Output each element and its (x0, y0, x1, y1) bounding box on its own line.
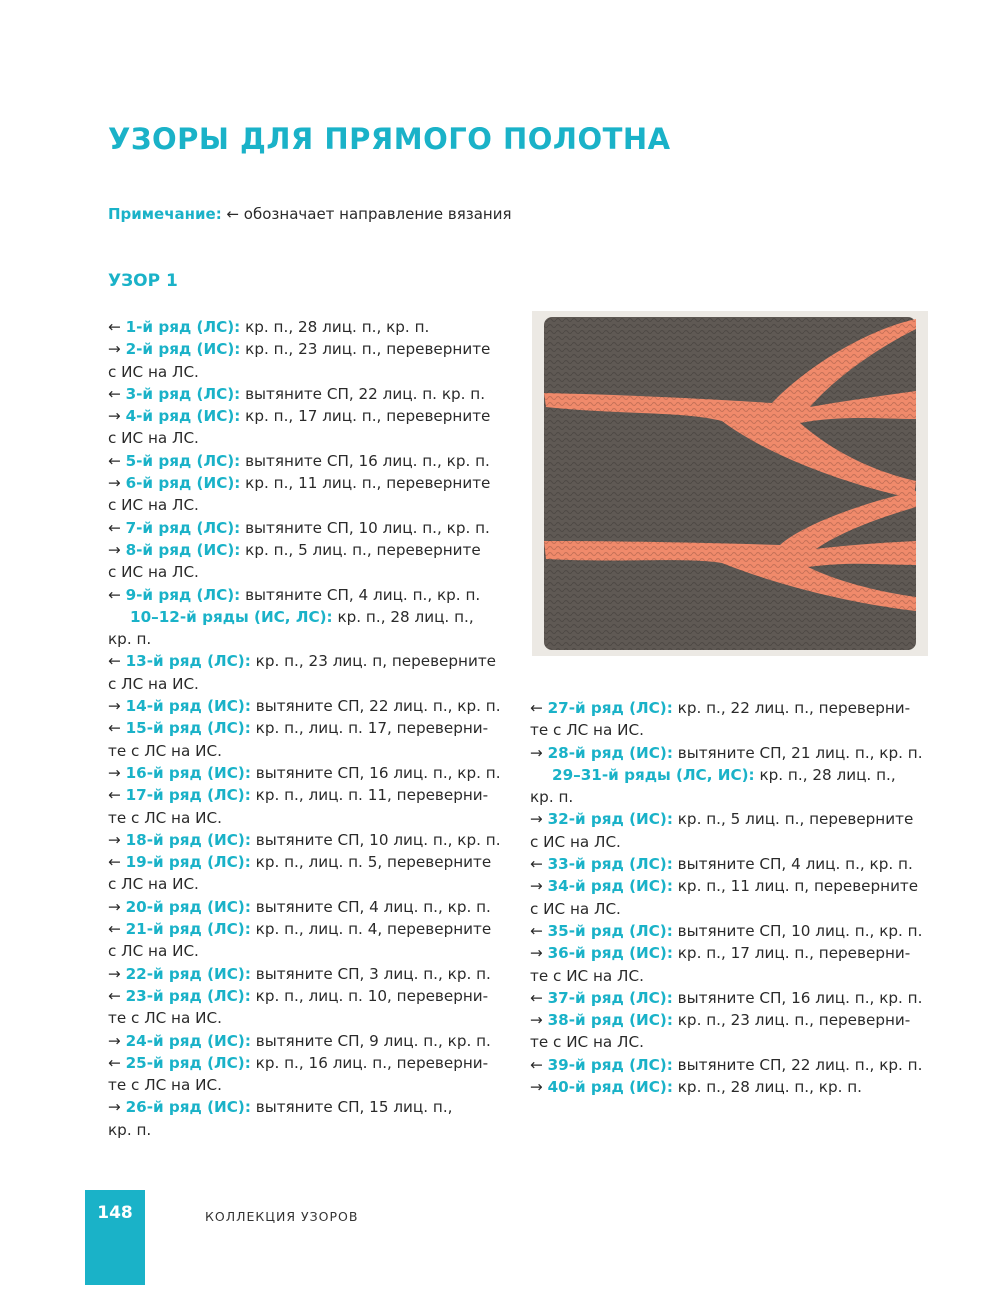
row-text: те с ИС на ЛС. (530, 1033, 644, 1052)
row-text: те с ЛС на ИС. (108, 1009, 222, 1028)
instruction-line (108, 807, 513, 829)
direction-arrow: ← (108, 853, 126, 872)
row-label: 13-й ряд (ЛС): (125, 652, 251, 671)
row-text: кр. п., 17 лиц. п., переверните (240, 407, 491, 426)
row-label: 26-й ряд (ИС): (125, 1098, 251, 1117)
row-text: те с ЛС на ИС. (108, 808, 222, 827)
instruction-line (108, 628, 513, 650)
instruction-line (108, 918, 513, 940)
row-text: с ИС на ЛС. (108, 429, 199, 448)
row-label: 22-й ряд (ИС): (125, 964, 251, 983)
instruction-line (108, 383, 513, 405)
row-label: 36-й ряд (ИС): (547, 944, 673, 963)
row-text: кр. п., 23 лиц. п., переверни- (672, 1011, 911, 1030)
row-text: кр. п. (530, 788, 574, 807)
row-label: 23-й ряд (ЛС): (125, 986, 251, 1005)
direction-arrow: → (108, 540, 126, 559)
row-label: 37-й ряд (ЛС): (547, 988, 673, 1007)
direction-arrow: → (108, 1031, 126, 1050)
instruction-line (108, 940, 513, 962)
row-label: 6-й ряд (ИС): (125, 474, 241, 493)
instruction-line (108, 539, 513, 561)
direction-arrow: ← (108, 384, 126, 403)
instructions-column-right (530, 697, 935, 1098)
instruction-line (108, 361, 513, 383)
row-text: кр. п., 16 лиц. п., переверни- (250, 1053, 489, 1072)
instruction-line (108, 695, 513, 717)
instructions-column-left (108, 316, 513, 1141)
row-text: вытяните СП, 15 лиц. п., (250, 1098, 453, 1117)
note-text: ← обозначает направление вязания (221, 205, 512, 223)
note (108, 205, 512, 223)
row-label: 16-й ряд (ИС): (125, 763, 251, 782)
row-text: кр. п., 23 лиц. п., переверните (240, 340, 491, 359)
row-label: 29–31-й ряды (ЛС, ИС): (552, 765, 755, 784)
row-text: вытяните СП, 16 лиц. п., кр. п. (250, 763, 501, 782)
page-number: 148 (97, 1203, 133, 1223)
row-text: кр. п., 28 лиц. п., кр. п. (672, 1078, 862, 1097)
instruction-line (108, 427, 513, 449)
knitted-swatch-photo (532, 311, 928, 656)
row-label: 33-й ряд (ЛС): (547, 855, 673, 874)
instruction-line (108, 762, 513, 784)
instruction-line (530, 808, 935, 830)
row-text: кр. п., 5 лиц. п., переверните (672, 810, 914, 829)
direction-arrow: → (108, 340, 126, 359)
row-label: 38-й ряд (ИС): (547, 1011, 673, 1030)
instruction-line (530, 987, 935, 1009)
instruction-line (108, 829, 513, 851)
direction-arrow: → (108, 964, 126, 983)
direction-arrow: → (530, 944, 548, 963)
direction-arrow: → (530, 1011, 548, 1030)
row-text: вытяните СП, 4 лиц. п., кр. п. (240, 585, 481, 604)
row-text: вытяните СП, 22 лиц. п., кр. п. (672, 1055, 923, 1074)
row-label: 24-й ряд (ИС): (125, 1031, 251, 1050)
row-label: 4-й ряд (ИС): (125, 407, 241, 426)
direction-arrow: → (108, 474, 126, 493)
row-text: вытяните СП, 16 лиц. п., кр. п. (240, 451, 490, 470)
direction-arrow: → (108, 763, 126, 782)
direction-arrow: ← (108, 786, 126, 805)
pattern-title: УЗОР 1 (108, 271, 178, 291)
row-text: вытяните СП, 4 лиц. п., кр. п. (250, 897, 491, 916)
row-text: кр. п., лиц. п. 17, переверни- (250, 719, 489, 738)
direction-arrow: ← (108, 585, 126, 604)
note-label: Примечание: (108, 205, 222, 223)
direction-arrow: ← (108, 986, 126, 1005)
row-label: 28-й ряд (ИС): (547, 743, 673, 762)
instruction-line (530, 898, 935, 920)
row-text: вытяните СП, 10 лиц. п., кр. п. (250, 830, 501, 849)
row-text: кр. п., 22 лиц. п., переверни- (672, 699, 911, 717)
instruction-line (108, 985, 513, 1007)
row-label: 10–12-й ряды (ИС, ЛС): (130, 607, 333, 626)
instruction-line (108, 1096, 513, 1118)
instruction-line (108, 1052, 513, 1074)
row-text: кр. п., 28 лиц. п., (332, 607, 474, 626)
instruction-line (530, 719, 935, 741)
row-text: кр. п. (108, 1120, 152, 1139)
row-text: с ИС на ЛС. (108, 362, 199, 381)
instruction-line (108, 517, 513, 539)
row-text: вытяните СП, 22 лиц. п. кр. п. (240, 384, 486, 403)
row-text: вытяните СП, 10 лиц. п., кр. п. (240, 518, 490, 537)
instruction-line (530, 742, 935, 764)
instruction-line (108, 450, 513, 472)
instruction-line (108, 1074, 513, 1096)
instruction-line (108, 316, 513, 338)
row-text: те с ЛС на ИС. (530, 721, 644, 740)
instruction-line (108, 494, 513, 516)
row-label: 21-й ряд (ЛС): (125, 920, 251, 939)
row-label: 3-й ряд (ЛС): (125, 384, 241, 403)
row-label: 5-й ряд (ЛС): (125, 451, 241, 470)
row-label: 19-й ряд (ЛС): (125, 853, 251, 872)
swatch-illustration (532, 311, 928, 656)
direction-arrow: → (530, 877, 548, 896)
row-text: кр. п., 11 лиц. п, переверните (672, 877, 919, 896)
row-text: с ЛС на ИС. (108, 674, 199, 693)
row-label: 39-й ряд (ЛС): (547, 1055, 673, 1074)
direction-arrow: ← (530, 1055, 548, 1074)
row-text: кр. п., 11 лиц. п., переверните (240, 474, 491, 493)
instruction-line (530, 1054, 935, 1076)
row-label: 32-й ряд (ИС): (547, 810, 673, 829)
row-label: 34-й ряд (ИС): (547, 877, 673, 896)
row-text: кр. п., 5 лиц. п., переверните (240, 540, 481, 559)
instruction-line (530, 965, 935, 987)
row-text: вытяните СП, 4 лиц. п., кр. п. (672, 855, 913, 874)
direction-arrow: ← (530, 855, 548, 874)
row-text: с ИС на ЛС. (108, 496, 199, 515)
row-text: кр. п., 17 лиц. п., переверни- (672, 944, 911, 963)
row-text: вытяните СП, 21 лиц. п., кр. п. (672, 743, 923, 762)
row-label: 2-й ряд (ИС): (125, 340, 241, 359)
page-title: УЗОРЫ ДЛЯ ПРЯМОГО ПОЛОТНА (108, 122, 671, 156)
direction-arrow: → (108, 407, 126, 426)
row-label: 1-й ряд (ЛС): (125, 318, 241, 336)
row-text: с ИС на ЛС. (108, 563, 199, 582)
row-text: кр. п., лиц. п. 10, переверни- (250, 986, 489, 1005)
row-label: 17-й ряд (ЛС): (125, 786, 251, 805)
row-text: вытяните СП, 22 лиц. п., кр. п. (250, 697, 501, 716)
row-label: 40-й ряд (ИС): (547, 1078, 673, 1097)
direction-arrow: ← (108, 1053, 126, 1072)
direction-arrow: → (108, 897, 126, 916)
row-text: с ИС на ЛС. (530, 832, 621, 851)
instruction-line (530, 920, 935, 942)
row-label: 27-й ряд (ЛС): (547, 699, 673, 717)
row-text: кр. п., лиц. п. 11, переверни- (250, 786, 489, 805)
row-text: вытяните СП, 16 лиц. п., кр. п. (672, 988, 923, 1007)
instruction-line (108, 561, 513, 583)
row-text: вытяните СП, 9 лиц. п., кр. п. (250, 1031, 491, 1050)
direction-arrow: ← (530, 699, 548, 717)
row-text: с ИС на ЛС. (530, 899, 621, 918)
instruction-line (530, 1031, 935, 1053)
row-text: те с ЛС на ИС. (108, 741, 222, 760)
row-text: с ЛС на ИС. (108, 875, 199, 894)
instruction-line (530, 831, 935, 853)
direction-arrow: → (108, 830, 126, 849)
row-text: кр. п., лиц. п. 4, переверните (250, 920, 492, 939)
instruction-line (530, 786, 935, 808)
row-text: кр. п., лиц. п. 5, переверните (250, 853, 492, 872)
row-text: вытяните СП, 10 лиц. п., кр. п. (672, 921, 923, 940)
row-label: 18-й ряд (ИС): (125, 830, 251, 849)
instruction-line (530, 853, 935, 875)
section-label: КОЛЛЕКЦИЯ УЗОРОВ (205, 1209, 359, 1224)
direction-arrow: ← (108, 652, 126, 671)
row-text: с ЛС на ИС. (108, 942, 199, 961)
instruction-line (108, 896, 513, 918)
direction-arrow: → (530, 1078, 548, 1097)
row-label: 9-й ряд (ЛС): (125, 585, 241, 604)
direction-arrow: → (530, 743, 548, 762)
direction-arrow: → (108, 697, 126, 716)
row-text: вытяните СП, 3 лиц. п., кр. п. (250, 964, 491, 983)
row-label: 14-й ряд (ИС): (125, 697, 251, 716)
instruction-line (530, 1076, 935, 1098)
direction-arrow: ← (108, 451, 126, 470)
instruction-line (108, 472, 513, 494)
row-text: те с ИС на ЛС. (530, 966, 644, 985)
row-label: 7-й ряд (ЛС): (125, 518, 241, 537)
instruction-line (108, 851, 513, 873)
direction-arrow: → (108, 1098, 126, 1117)
row-label: 20-й ряд (ИС): (125, 897, 251, 916)
instruction-line (108, 873, 513, 895)
direction-arrow: ← (530, 988, 548, 1007)
direction-arrow: ← (108, 920, 126, 939)
instruction-line (108, 584, 513, 606)
instruction-line (530, 942, 935, 964)
row-text: те с ЛС на ИС. (108, 1076, 222, 1095)
instruction-line (108, 784, 513, 806)
instruction-line (530, 697, 935, 719)
direction-arrow: ← (108, 719, 126, 738)
row-label: 25-й ряд (ЛС): (125, 1053, 251, 1072)
instruction-line (108, 405, 513, 427)
row-text: кр. п., 28 лиц. п., (754, 765, 896, 784)
direction-arrow: ← (108, 518, 126, 537)
row-text: кр. п. (108, 630, 152, 649)
direction-arrow: → (530, 810, 548, 829)
instruction-line (530, 875, 935, 897)
instruction-line (108, 338, 513, 360)
instruction-line (530, 764, 935, 786)
row-label: 35-й ряд (ЛС): (547, 921, 673, 940)
instruction-line (108, 606, 513, 628)
instruction-line (108, 650, 513, 672)
instruction-line (108, 1119, 513, 1141)
instruction-line (108, 717, 513, 739)
instruction-line (108, 1030, 513, 1052)
instruction-line (530, 1009, 935, 1031)
direction-arrow: ← (530, 921, 548, 940)
instruction-line (108, 963, 513, 985)
row-label: 15-й ряд (ЛС): (125, 719, 251, 738)
row-text: кр. п., 28 лиц. п., кр. п. (240, 318, 430, 336)
row-text: кр. п., 23 лиц. п, переверните (250, 652, 497, 671)
instruction-line (108, 740, 513, 762)
direction-arrow: ← (108, 318, 126, 336)
row-label: 8-й ряд (ИС): (125, 540, 241, 559)
instruction-line (108, 673, 513, 695)
instruction-line (108, 1007, 513, 1029)
